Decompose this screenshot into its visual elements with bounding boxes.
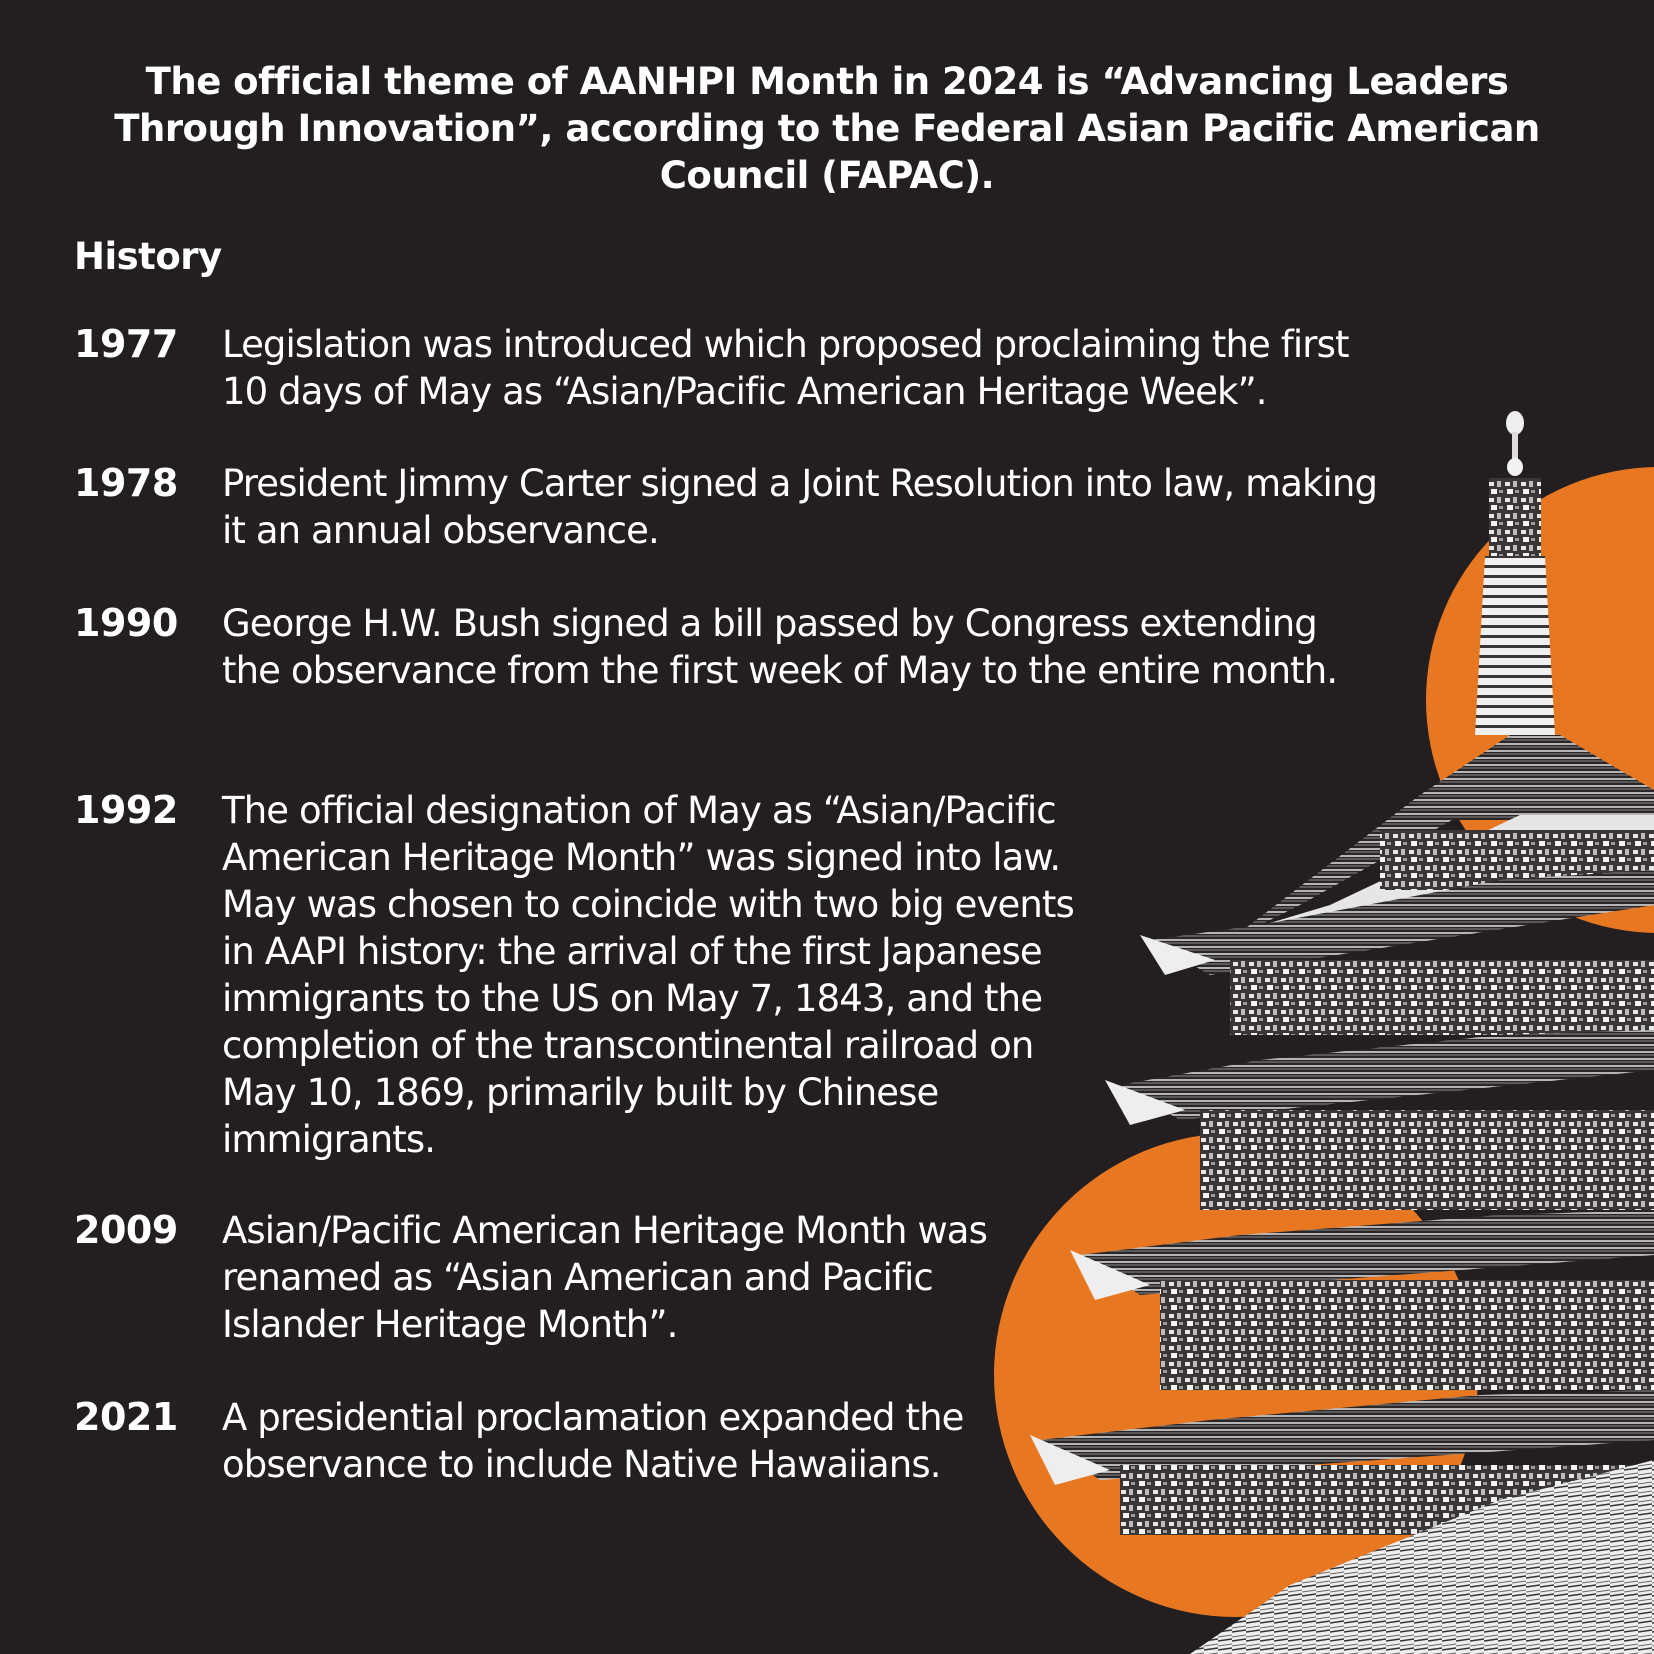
spire	[1475, 411, 1555, 735]
entry-description: George H.W. Bush signed a bill passed by Congress extending the observance from the first week of May to the entire month.	[222, 602, 1338, 692]
entry-description: The official designation of May as “Asian/Pacific American Heritage Month” was signed into law. May was chosen to coincide with two big events in AAPI history: the arrival of the first Japanese immigrants to the US on May 7, 1843, and the completion of the transcontinental railroad on May 10, 1869, primarily built by Chinese immigrants.	[222, 789, 1074, 1161]
entry-description: Legislation was introduced which proposed proclaiming the first 10 days of May as “Asian/Pacific American Heritage Week”.	[222, 323, 1349, 413]
history-heading: History	[74, 235, 222, 278]
entry-year: 1992	[74, 788, 178, 832]
entry-description: A presidential proclamation expanded the observance to include Native Hawaiians.	[222, 1396, 964, 1486]
entry-year: 1990	[74, 601, 178, 645]
entry-year: 1978	[74, 461, 178, 505]
entry-year: 1977	[74, 322, 178, 366]
entry-year: 2009	[74, 1208, 178, 1252]
entry-description: Asian/Pacific American Heritage Month was renamed as “Asian American and Pacific Islander Heritage Month”.	[222, 1209, 987, 1346]
entry-year: 2021	[74, 1395, 178, 1439]
entry-description: President Jimmy Carter signed a Joint Resolution into law, making it an annual observance.	[222, 462, 1378, 552]
theme-statement: The official theme of AANHPI Month in 2024 is “Advancing Leaders Through Innovation”, according to the Federal Asian Pacific American Council (FAPAC).	[114, 60, 1540, 197]
